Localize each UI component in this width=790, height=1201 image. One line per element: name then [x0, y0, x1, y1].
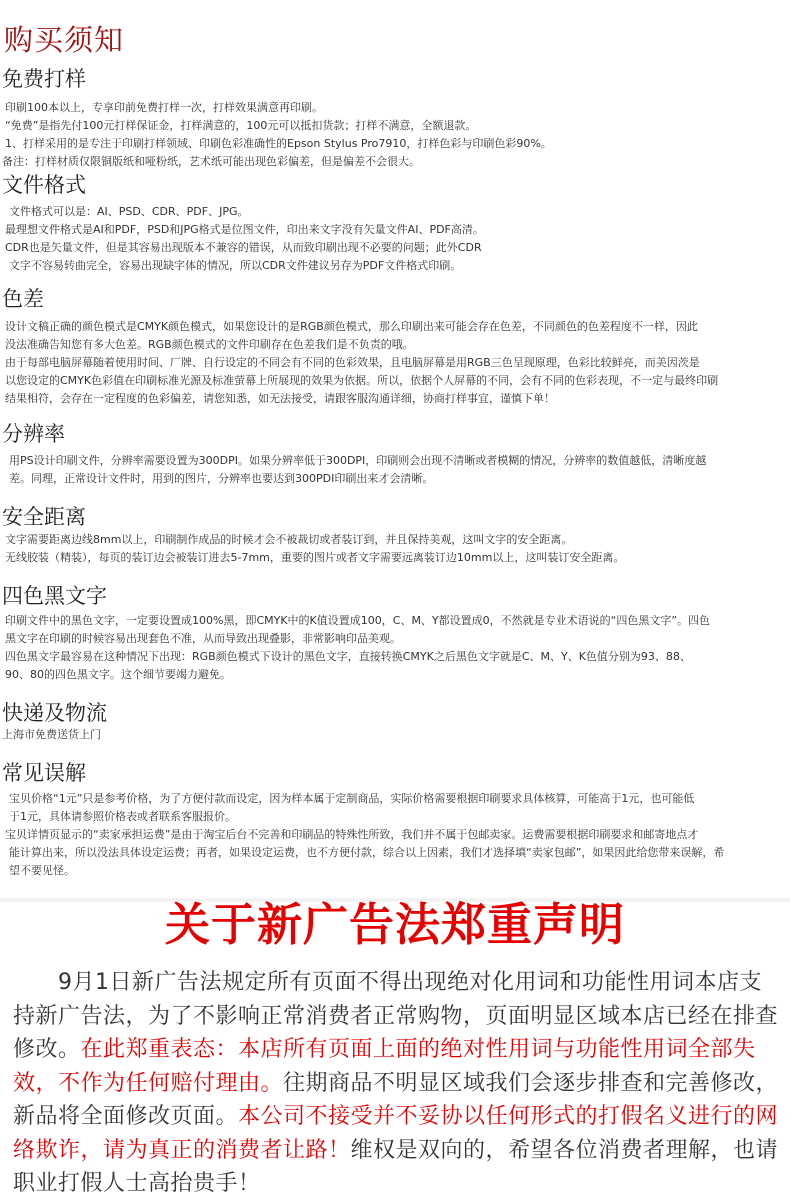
- text-line: 由于每部电脑屏幕随着使用时间、厂牌、自行设定的不同会有不同的色彩效果，且电脑屏幕是用RGB三色呈现原理，色彩比较鲜亮，而美因茨是: [5, 356, 700, 369]
- section-resolution: [0, 421, 790, 488]
- declaration-text: 9月1日新广告法规定所有页面不得出现绝对化用词和功能性用词本店支持新广告法，为了不影响正常消费者正常购物，页面明显区域本店已经在排查修改。: [13, 970, 779, 1062]
- text-line: 无线胶装（精装），每页的装订边会被装订进去5-7mm，重要的图片或者文字需要远离装订边10mm以上，这叫装订安全距离。: [5, 551, 625, 564]
- text-line: 望不要见怪。: [9, 864, 75, 877]
- text-line: 以您设定的CMYK色彩值在印刷标准光源及标准萤幕上所展现的效果为依据。所以，依据个人屏幕的不同，会有不同的色彩表现，不一定与最终印刷: [5, 374, 719, 387]
- section-file-format: [0, 172, 790, 275]
- section-heading: 常见误解: [2, 761, 86, 785]
- text-line: 能计算出来，所以没法具体设定运费；再者，如果设定运费，也不方便付款，综合以上因素，我们才选择填“卖家包邮”，如果因此给您带来误解，希: [9, 846, 725, 859]
- text-line: 宝贝详情页显示的“卖家承担运费”是由于淘宝后台不完善和印刷品的特殊性所致，我们并不属于包邮卖家。运费需要根据印刷要求和邮寄地点才: [5, 828, 699, 841]
- section-delivery: [0, 700, 790, 744]
- section-heading: 免费打样: [2, 67, 86, 91]
- text-line: 文件格式可以是：AI、PSD、CDR、PDF、JPG。: [9, 205, 249, 218]
- text-line: 宝贝价格“1元”只是参考价格，为了方便付款而设定，因为样本属于定制商品，实际价格需要根据印刷要求具体核算，可能高于1元，也可能低: [9, 792, 695, 805]
- text-line: 备注：打样材质仅限铜版纸和哑粉纸，艺术纸可能出现色彩偏差，但是偏差不会很大。: [2, 155, 420, 168]
- section-heading: 色差: [2, 287, 44, 311]
- section-heading: 快递及物流: [2, 701, 107, 725]
- text-line: 印刷文件中的黑色文字，一定要设置成100%黑，即CMYK中的K值设置成100，C、M、Y都设置成0，不然就是专业术语说的“四色黑文字”。四色: [5, 614, 711, 627]
- text-line: 上海市免费送货上门: [2, 728, 101, 741]
- text-line: “免费”是指先付100元打样保证金，打样满意的，100元可以抵扣货款；打样不满意，全额退款。: [5, 119, 477, 132]
- section-free-proof: [0, 66, 790, 171]
- declaration-body: [13, 966, 783, 1201]
- section-heading: 文件格式: [2, 173, 86, 197]
- section-color-difference: [0, 286, 790, 408]
- text-line: 最理想文件格式是AI和PDF，PSD和JPG格式是位图文件，印出来文字没有矢量文件AI、PDF高清。: [5, 223, 484, 236]
- text-line: 印刷100本以上，专享印前免费打样一次，打样效果满意再印刷。: [5, 101, 323, 114]
- text-line: 设计文稿正确的颜色模式是CMYK颜色模式，如果您设计的是RGB颜色模式，那么印刷出来可能会存在色差，不同颜色的色差程度不一样，因此: [5, 320, 698, 333]
- text-line: 90、80的四色黑文字。这个细节要竭力避免。: [5, 668, 231, 681]
- section-heading: 四色黑文字: [2, 584, 107, 608]
- text-line: CDR也是矢量文件，但是其容易出现版本不兼容的错误，从而致印刷出现不必要的问题；此外CDR: [5, 241, 482, 254]
- text-line: 没法准确告知您有多大色差。RGB颜色模式的文件印刷存在色差我们是不负责的哦。: [5, 338, 414, 351]
- text-line: 结果相符，会存在一定程度的色彩偏差，请您知悉，如无法接受，请跟客服沟通详细，协商打样事宜，谨慎下单！: [5, 392, 555, 405]
- declaration-text: 维权是双向的，希望各位消费者理解，也请职业打假人士高抬贵手！: [13, 1137, 779, 1196]
- declaration-text-emphasis: 在此郑重表态：本店所有页面上面的绝对性用词与功能性用词全部失效，不作为任何赔付理由。: [13, 1037, 756, 1096]
- section-heading: 安全距离: [2, 505, 86, 529]
- section-misunderstandings: [0, 760, 790, 880]
- text-line: 黑文字在印刷的时候容易出现套色不准，从而导致出现叠影，非常影响印品美观。: [5, 632, 401, 645]
- section-four-color-black: [0, 583, 790, 684]
- section-heading: 分辨率: [2, 422, 65, 446]
- declaration-text-emphasis: 本公司不接受并不妥协以任何形式的打假名义进行的网络欺诈，请为真正的消费者让路！: [13, 1104, 779, 1163]
- text-line: 差。同理，正常设计文件时，用到的图片，分辨率也要达到300PDI印刷出来才会清晰。: [9, 472, 434, 485]
- declaration-text: 往期商品不明显区域我们会逐步排查和完善修改，新品将全面修改页面。: [13, 1070, 779, 1129]
- text-line: 1、打样采用的是专注于印刷打样领域、印刷色彩准确性的Epson Stylus Pro7910，打样色彩与印刷色彩90%。: [5, 137, 552, 150]
- text-line: 于1元，具体请参照价格表或者联系客服报价。: [9, 810, 236, 823]
- text-line: 文字需要距离边线8mm以上，印刷制作成品的时候才会不被裁切或者装订到，并且保持美观，这叫文字的安全距离。: [5, 533, 573, 546]
- page-title: 购买须知: [4, 23, 125, 57]
- text-line: 用PS设计印刷文件，分辨率需要设置为300DPI。如果分辨率低于300DPI，印刷则会出现不清晰或者模糊的情况，分辨率的数值越低，清晰度越: [9, 454, 707, 467]
- text-line: 四色黑文字最容易在这种情况下出现：RGB颜色模式下设计的黑色文字，直接转换CMYK之后黑色文字就是C、M、Y、K色值分别为93、88、: [5, 650, 691, 663]
- section-safe-distance: [0, 504, 790, 567]
- text-line: 文字不容易转曲完全，容易出现缺字体的情况，所以CDR文件建议另存为PDF文件格式印刷。: [9, 259, 462, 272]
- declaration-title: 关于新广告法郑重声明: [164, 898, 625, 951]
